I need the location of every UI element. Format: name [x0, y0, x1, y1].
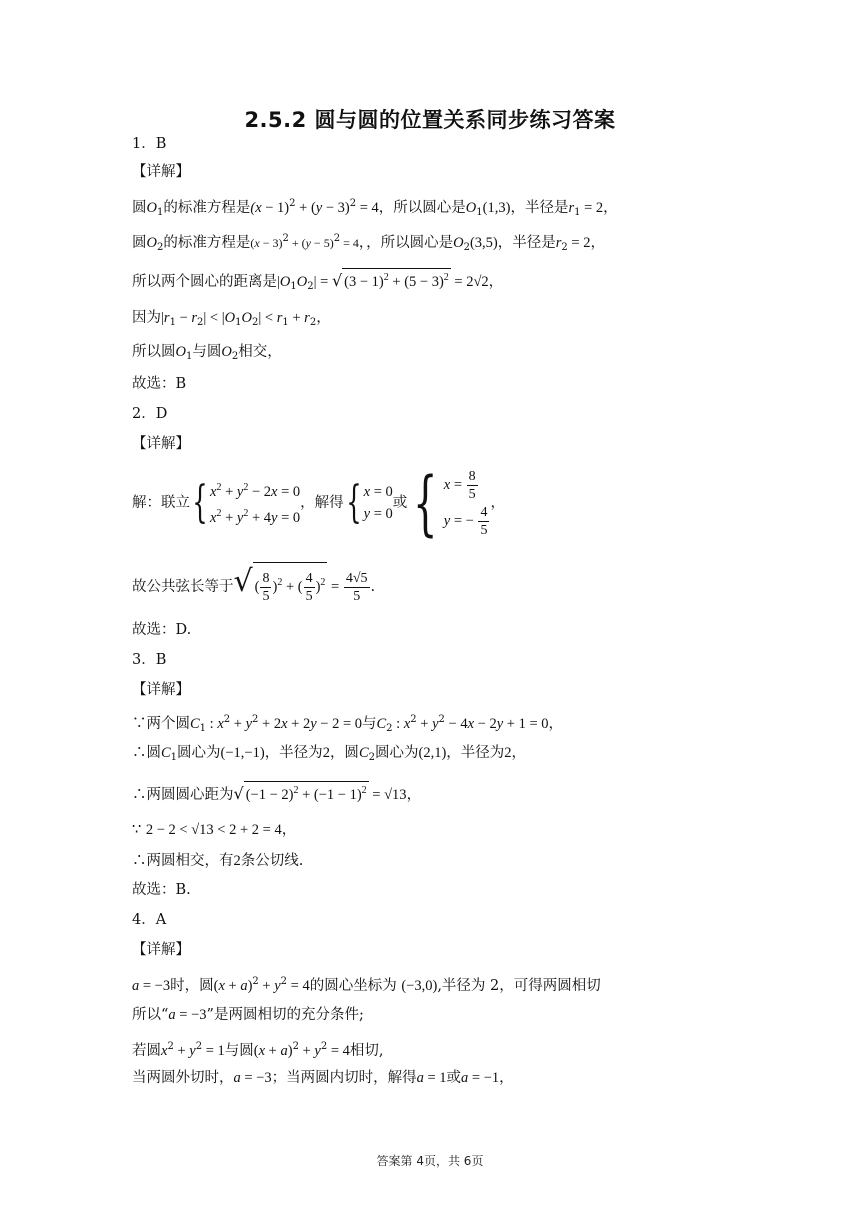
q2-answer: 2．D — [132, 406, 168, 422]
q1-line-1: 圆$O_1$的标准方程是$(x - 1)^2 + (y - 3)^2 = 4$，所以圆心是$O_1(1,3)$，半径是$r_1 = 2$， — [132, 198, 618, 218]
q1-answer: 1．B — [132, 136, 167, 152]
q1-line-5: 所以圆$O_1$与圆$O_2$相交， — [132, 344, 282, 362]
q1-line-4: 因为$|r_1 - r_2| < |O_1O_2| < r_1 + r_2$， — [132, 310, 331, 328]
q3-line-4: ∵ 2 − 2 < √13 < 2 + 2 = 4， — [132, 822, 297, 838]
q3-line-1: ∵两个圆$C_1$ : $x^2 + y^2 + 2x + 2y - 2 = 0$与$C_2$ : $x^2 + y^2 - 4x - 2y + 1 = 0$， — [132, 714, 563, 734]
q4-detail-heading: 【详解】 — [132, 942, 190, 958]
q2-line-1: 解：联立{ $x^2 + y^2 - 2x = 0$ $x^2 + y^2 + 4y = 0$ ，解得{ x = 0 y = 0 或{ x = $\frac{8}{5}$ y = − $\frac{4}{5}$ ， — [132, 462, 505, 544]
q1-line-2: 圆$O_2$的标准方程是$(x - 3)^2 + (y - 5)^2 = 4$，，所以圆心是$O_2(3,5)$，半径是$r_2 = 2$， — [132, 233, 605, 253]
q1-select: 故选：B — [132, 376, 187, 392]
q4-line-4: 当两圆外切时，a = −3；当两圆内切时，解得a = 1或a = −1， — [132, 1070, 514, 1086]
q2-detail-heading: 【详解】 — [132, 436, 190, 452]
q2-line-2: 故公共弦长等于√ ( $\frac{8}{5}$ )$^2$ + ( $\frac{4}{5}$ )$^2$ = $\frac{4√5}{5}$ . — [132, 560, 375, 609]
q4-line-3: 若圆$x^2 + y^2 = 1$与圆$(x + a)^2 + y^2 = 4$相切, — [132, 1041, 384, 1059]
q4-line-1: a = −3时，圆$(x + a)^2 + y^2 = 4$的圆心坐标为 (−3,0),半径为 2，可得两圆相切 — [132, 976, 601, 994]
q3-detail-heading: 【详解】 — [132, 682, 190, 698]
q3-select: 故选：B. — [132, 882, 191, 898]
q3-line-3: ∴两圆圆心距为√ $(-1 - 2)^2 + (-1 - 1)^2 = √13$， — [132, 781, 421, 805]
q1-line-3: 所以两个圆心的距离是$|O_1O_2|$ = √ $(3 - 1)^2 + (5 - 3)^2 = 2√2$， — [132, 268, 503, 297]
q4-answer: 4．A — [132, 912, 167, 928]
q4-line-2: 所以“a = −3”是两圆相切的充分条件; — [132, 1007, 364, 1023]
page-title: 2.5.2 圆与圆的位置关系同步练习答案 — [244, 108, 616, 132]
q1-detail-heading: 【详解】 — [132, 164, 190, 180]
page-footer: 答案第 4页，共 6页 — [376, 1154, 484, 1168]
q3-answer: 3．B — [132, 652, 167, 668]
q3-line-5: ∴两圆相交，有2条公切线. — [132, 853, 304, 869]
q3-line-2: ∴圆$C_1$圆心为(−1,−1)，半径为2，圆$C_2$圆心为(2,1)，半径为2， — [132, 745, 527, 763]
q2-select: 故选：D. — [132, 622, 192, 638]
